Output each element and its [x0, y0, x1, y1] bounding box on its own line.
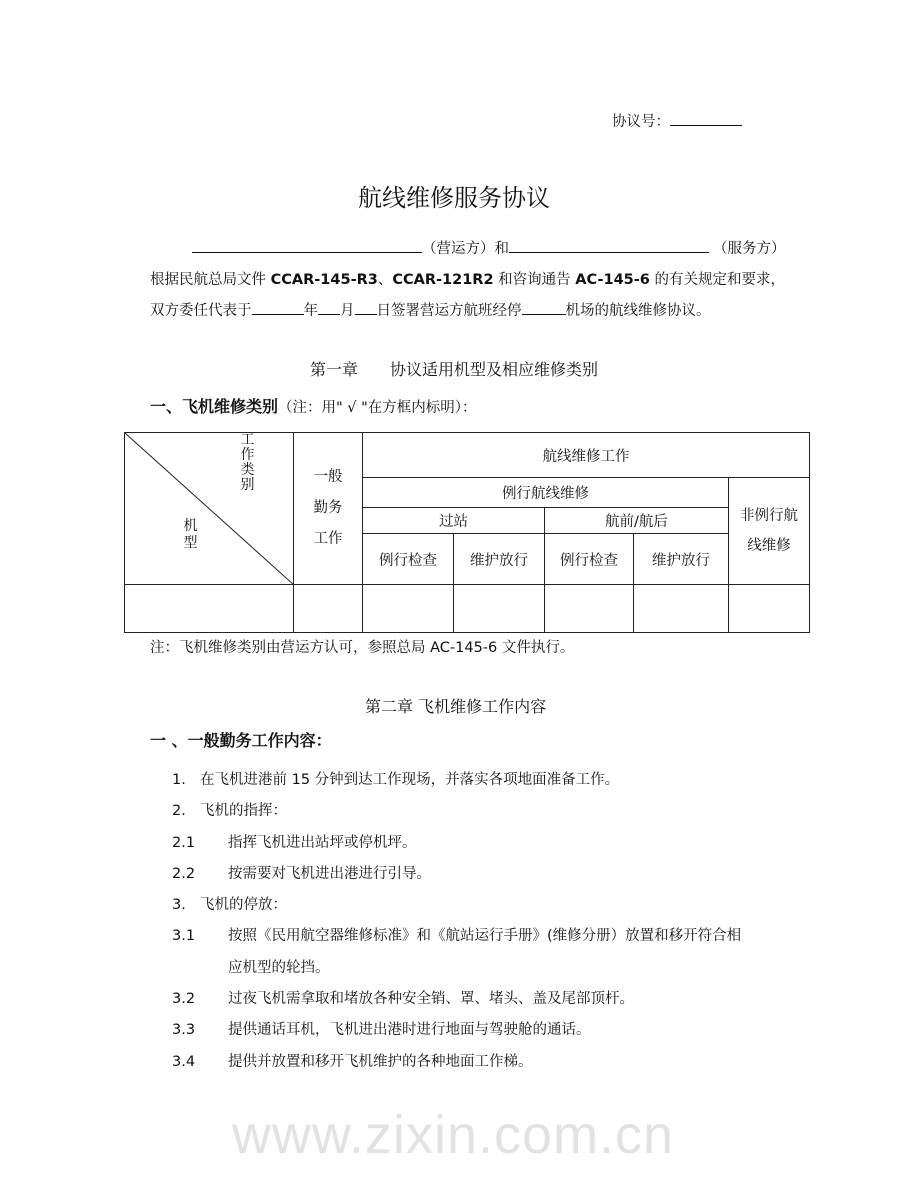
item-text: 指挥飞机进出站坪或停机坪。 [228, 834, 417, 851]
list-item [172, 765, 741, 796]
intro-line-2 [150, 299, 711, 320]
day-blank[interactable] [355, 300, 377, 315]
section-2-heading: 一 、一般勤务工作内容： [150, 731, 332, 750]
item-number: 3.4 [172, 1053, 196, 1070]
preflight-postflight-header: 航前/航后 [545, 508, 729, 534]
text: 机场的航线维修协议。 [565, 303, 711, 319]
item-number: 2.1 [172, 834, 196, 851]
agreement-number-label: 协议号： [612, 114, 670, 130]
year-blank[interactable] [252, 300, 304, 315]
text: 的有关规定和要求， [649, 272, 785, 288]
list-item [172, 1047, 741, 1078]
document-title: 航线维修服务协议 [358, 184, 550, 212]
routine-check-header: 例行检查 [363, 534, 454, 585]
maintenance-category-table [124, 432, 810, 633]
routine-check-header: 例行检查 [545, 534, 634, 585]
agreement-number [612, 110, 742, 131]
list-item [172, 953, 741, 984]
item-text: 在飞机进港前 15 分钟到达工作现场，并落实各项地面准备工作。 [200, 772, 620, 788]
operator-blank[interactable] [192, 238, 422, 253]
section-1-heading [150, 394, 477, 417]
list-item [172, 890, 741, 921]
text: 日签署营运方航班经停 [376, 303, 522, 319]
release-header: 维护放行 [634, 534, 729, 585]
aircraft-type-label: 机型 [183, 518, 198, 551]
item-text: 飞机的停放： [200, 897, 287, 914]
text: 年 [303, 303, 318, 319]
item-text: 按照《民用航空器维修标准》和《航站运行手册》(维修分册）放置和移开符合相 [228, 928, 742, 945]
text: 根据民航总局文件 [150, 272, 271, 288]
airport-blank[interactable] [522, 300, 566, 315]
nonroutine-header [729, 478, 810, 585]
item-text: 按需要对飞机进出港进行引导。 [228, 865, 431, 882]
general-service-header [294, 433, 363, 585]
table-note: 注：飞机维修类别由营运方认可，参照总局 AC-145-6 文件执行。 [150, 640, 575, 656]
item-text: 提供通话耳机，飞机进出港时进行地面与驾驶舱的通话。 [228, 1022, 591, 1039]
routine-maintenance-header: 例行航线维修 [363, 478, 729, 508]
list-item [172, 796, 741, 827]
regulation-ref: CCAR-145-R3 [270, 272, 378, 288]
item-text: 提供并放置和移开飞机维护的各种地面工作梯。 [228, 1053, 533, 1070]
checkbox-cell[interactable] [545, 585, 634, 633]
checkbox-cell[interactable] [454, 585, 545, 633]
aircraft-type-cell[interactable] [125, 585, 294, 633]
operator-label: （营运方）和 [422, 241, 509, 257]
list-item [172, 859, 741, 890]
watermark: www.zixin.com.cn [232, 1105, 675, 1165]
chapter-1-heading: 第一章 协议适用机型及相应维修类别 [310, 360, 599, 379]
item-text: 飞机的指挥： [200, 803, 287, 820]
list-item [172, 828, 741, 859]
list-item [172, 1015, 741, 1046]
checkbox-cell[interactable] [363, 585, 454, 633]
checkbox-cell[interactable] [634, 585, 729, 633]
nonroutine-label: 非例行航线维修 [740, 508, 798, 554]
item-number: 1. [172, 772, 186, 788]
checkbox-cell[interactable] [294, 585, 363, 633]
intro-line-1 [150, 268, 785, 289]
section-note: （注：用" √ "在方框内标明）： [278, 400, 477, 416]
text: 双方委任代表于 [150, 303, 252, 319]
regulation-ref: CCAR-121R2 [392, 272, 494, 288]
section-title: 一、飞机维修类别 [150, 397, 279, 416]
list-item [172, 921, 741, 952]
text: 和咨询通告 [493, 272, 576, 288]
line-maintenance-header: 航线维修工作 [363, 433, 810, 478]
service-blank[interactable] [509, 238, 709, 253]
item-number: 3.3 [172, 1022, 196, 1039]
item-number: 2.2 [172, 865, 196, 882]
regulation-ref: AC-145-6 [575, 272, 650, 288]
work-category-label: 工作类别 [240, 432, 255, 493]
item-text: 过夜飞机需拿取和堵放各种安全销、罩、堵头、盖及尾部顶杆。 [228, 991, 634, 1008]
month-blank[interactable] [318, 300, 340, 315]
chapter-2-heading: 第二章 飞机维修工作内容 [365, 697, 547, 716]
list-item [172, 984, 741, 1015]
item-number: 3. [172, 897, 186, 914]
item-number: 3.2 [172, 991, 196, 1008]
diagonal-line [125, 433, 294, 585]
item-list [172, 765, 741, 1078]
general-service-label: 一般勤务工作 [313, 469, 343, 547]
service-label: （服务方） [713, 241, 786, 257]
transit-header: 过站 [363, 508, 545, 534]
text: 月 [340, 303, 355, 319]
table-row [125, 585, 810, 633]
item-number: 3.1 [172, 928, 196, 945]
release-header: 维护放行 [454, 534, 545, 585]
text: 、 [377, 272, 393, 288]
diagonal-header-cell [125, 433, 294, 585]
checkbox-cell[interactable] [729, 585, 810, 633]
item-text: 应机型的轮挡。 [228, 959, 330, 976]
agreement-number-blank[interactable] [670, 111, 742, 126]
parties-line [192, 237, 786, 258]
item-number: 2. [172, 803, 186, 820]
